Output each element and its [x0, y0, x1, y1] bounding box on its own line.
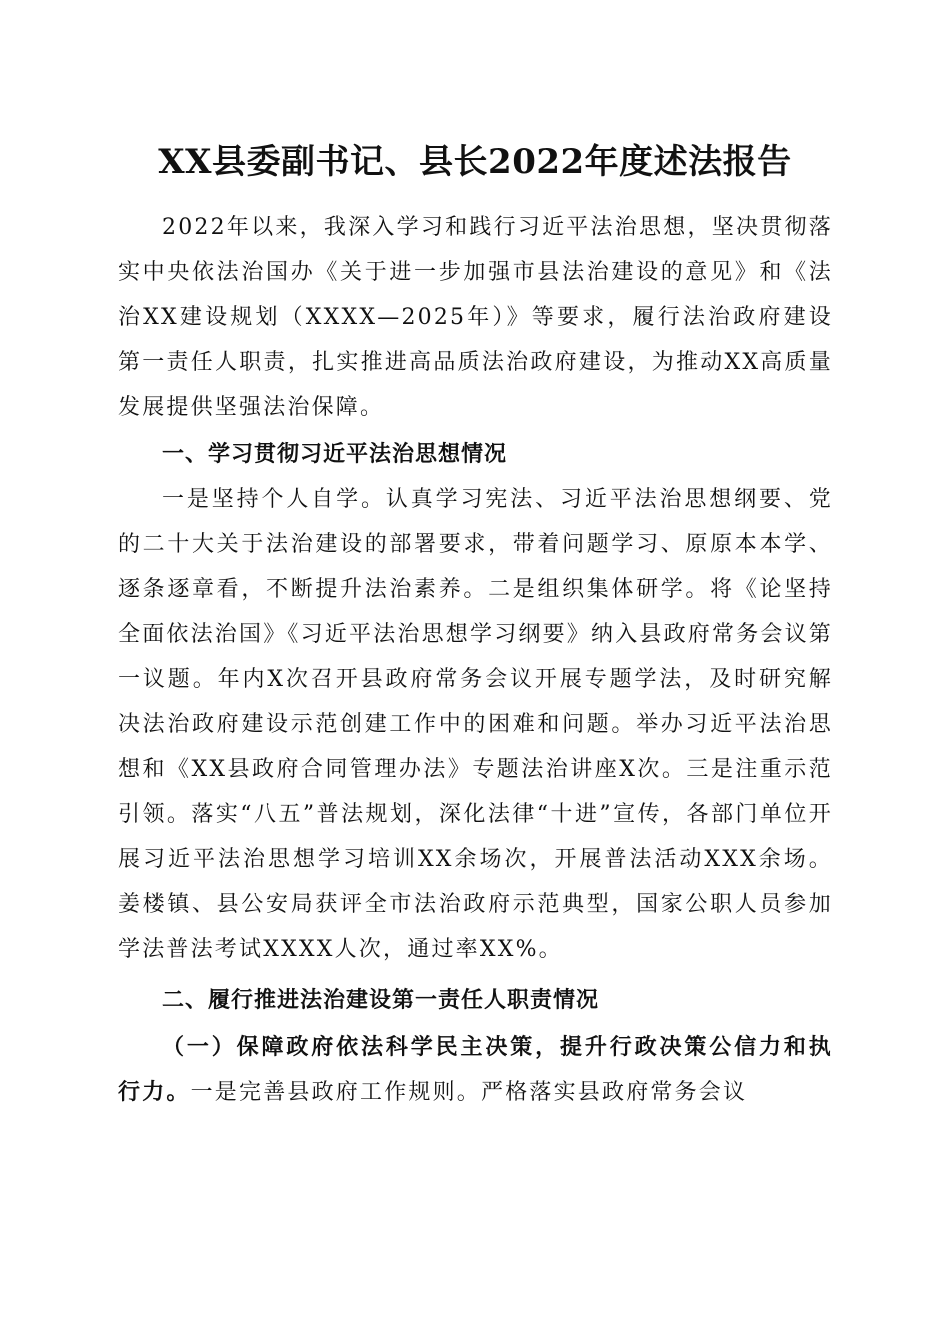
section-2-heading: 二、履行推进法治建设第一责任人职责情况: [162, 988, 600, 1013]
document-body: [118, 205, 833, 1115]
document-title: XX县委副书记、县长2022年度述法报告: [158, 142, 792, 182]
section-1-paragraph: 一是坚持个人自学。认真学习宪法、习近平法治思想纲要、党的二十大关于法治建设的部署要求，带着问题学习、原原本本学、逐条逐章看，不断提升法治素养。二是组织集体研学。将《论坚持全面依法治国》《习近平法治思想学习纲要》纳入县政府常务会议第一议题。年内X次召开县政府常务会议开展专题学法，及时研究解决法治政府建设示范创建工作中的困难和问题。举办习近平法治思想和《XX县政府合同管理办法》专题法治讲座X次。三是注重示范引领。落实“八五”普法规划，深化法律“十进”宣传，各部门单位开展习近平法治思想学习培训XX余场次，开展普法活动XXX余场。姜楼镇、县公安局获评全市法治政府示范典型，国家公职人员参加学法普法考试XXXX人次，通过率XX%。: [118, 487, 834, 962]
section-2-subsection-1-lead: （一）保障政府依法科学民主决策，提升行政决策公信力和执行力。: [118, 1034, 833, 1105]
section-2-subsection-1-body: 一是完善县政府工作规则。严格落实县政府常务会议: [190, 1080, 748, 1105]
intro-paragraph: 2022年以来，我深入学习和践行习近平法治思想，坚决贯彻落实中央依法治国办《关于进一步加强市县法治建设的意见》和《法治XX建设规划（XXXX—2025年）》等要求，履行法治政府建设第一责任人职责，扎实推进高品质法治政府建设，为推动XX高质量发展提供坚强法治保障。: [118, 215, 833, 420]
section-1-heading: 一、学习贯彻习近平法治思想情况: [162, 442, 508, 467]
section-2-subsection-1-paragraph: [118, 1025, 833, 1115]
